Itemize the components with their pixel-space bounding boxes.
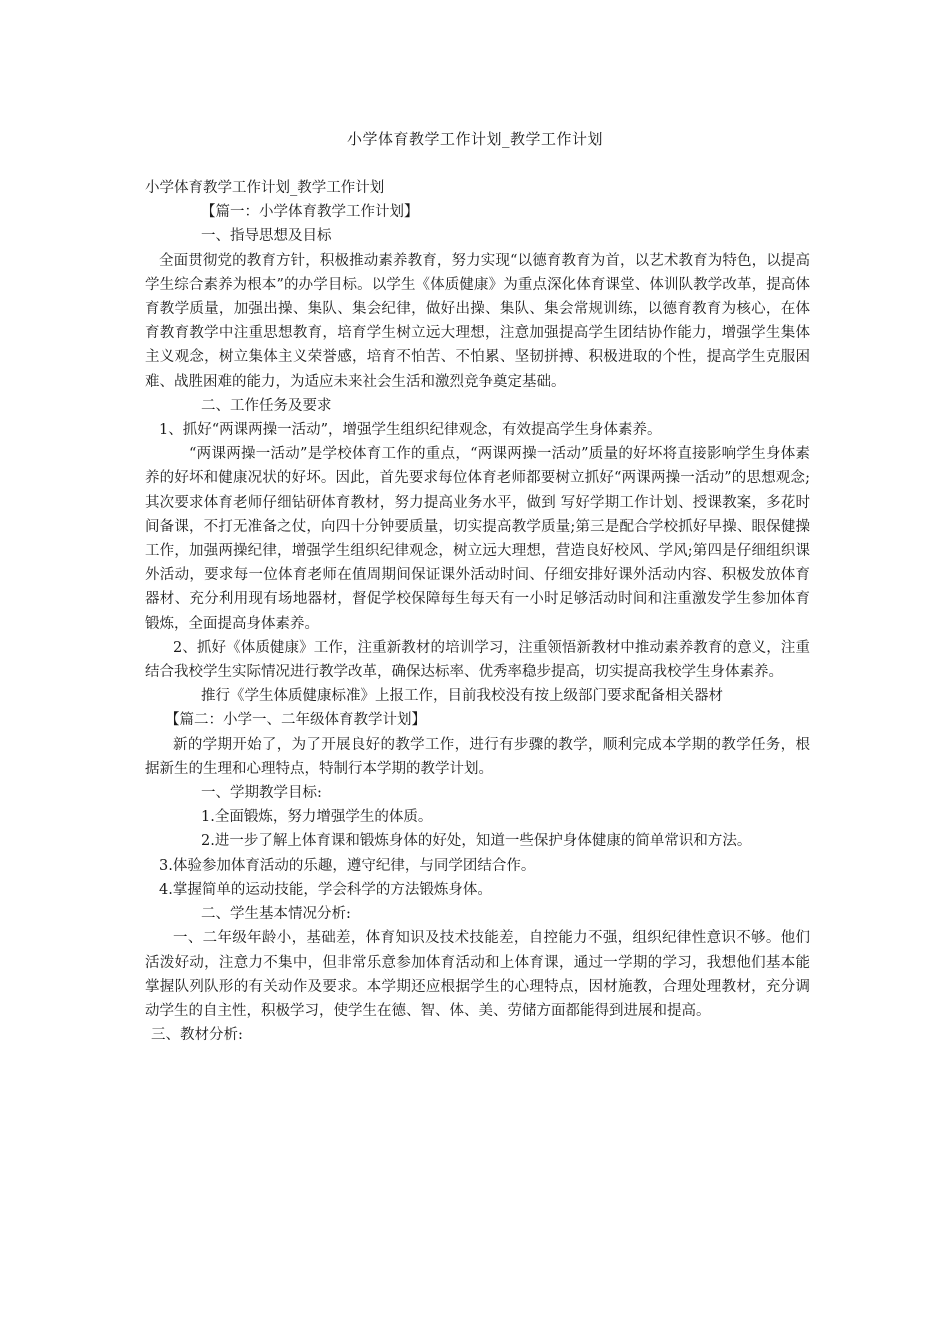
paragraph: 二、学生基本情况分析: xyxy=(201,906,351,923)
paragraph: 一、二年级年龄小，基础差，体育知识及技术技能差，自控能力不强，组织纪律性意识不够。他们活泼好动，注意力不集中，但非常乐意参加体育活动和上体育课，通过一学期的学习，我想他们基本能掌握队列队形的有关动作及要求。本学期还应根据学生的心理特点，因材施教，合理处理教材，充分调动学生的自主性，积极学习，使学生在德、智、体、美、劳储方面都能得到进展和提高。 xyxy=(145,930,810,1019)
paragraph: 3.体验参加体育活动的乐趣，遵守纪律，与同学团结合作。 xyxy=(159,857,536,874)
paragraph: 全面贯彻党的教育方针，积极推动素养教育，努力实现“以德育教育为首，以艺术教育为特色，以提高学生综合素养为根本”的办学目标。以学生《体质健康》为重点深化体育课堂、体训队教学改革，提高体育教学质量，加强出操、集队、集会纪律，做好出操、集队、集会常规训练，以德育教育为核心，在体育教育教学中注重思想教育，培育学生树立远大理想，注意加强提高学生团结协作能力，增强学生集体主义观念，树立集体主义荣誉感，培育不怕苦、不怕累、坚韧拼搏、积极进取的个性，提高学生克服困难、战胜困难的能力，为适应未来社会生活和激烈竞争奠定基础。 xyxy=(145,252,810,390)
paragraph: 1、抓好“两课两操一活动”，增强学生组织纪律观念，有效提高学生身体素养。 xyxy=(159,422,662,439)
paragraph: 1.全面锻炼，努力增强学生的体质。 xyxy=(201,809,433,826)
paragraph: 2.进一步了解上体育课和锻炼身体的好处，知道一些保护身体健康的简单常识和方法。 xyxy=(201,833,752,850)
paragraph: 一、指导思想及目标 xyxy=(201,228,332,245)
paragraph: 【篇二：小学一、二年级体育教学计划】 xyxy=(165,712,426,729)
paragraph: 三、教材分析: xyxy=(151,1027,243,1044)
paragraph: 新的学期开始了，为了开展良好的教学工作，进行有步骤的教学，顺利完成本学期的教学任务，根据新生的生理和心理特点，特制行本学期的教学计划。 xyxy=(145,736,810,777)
document-title: 小学体育教学工作计划_教学工作计划 xyxy=(346,130,603,148)
document-body xyxy=(145,176,810,1047)
paragraph: 二、工作任务及要求 xyxy=(201,397,332,414)
paragraph: 4.掌握简单的运动技能，学会科学的方法锻炼身体。 xyxy=(159,881,492,898)
paragraph: 小学体育教学工作计划_教学工作计划 xyxy=(145,180,385,196)
paragraph: “两课两操一活动”是学校体育工作的重点，“两课两操一活动”质量的好坏将直接影响学生身体素养的好坏和健康况状的好坏。因此，首先要求每位体育老师都要树立抓好“两课两操一活动”的思想观念;其次要求体育老师仔细钻研体育教材，努力提高业务水平，做到 写好学期工作计划、授课教案，多花时间备课，不打无准备之仗，向四十分钟要质量，切实提高教学质量;第三是配合学校抓好早操、眼保健操工作，加强两操纪律，增强学生组织纪律观念，树立远大理想，营造良好校风、学风;第四是仔细组织课外活动，要求每一位体育老师在值周期间保证课外活动时间、仔细安排好课外活动内容、积极发放体育器材、充分利用现有场地器材，督促学校保障每生每天有一小时足够活动时间和注重激发学生参加体育锻炼，全面提高身体素养。 xyxy=(145,446,810,632)
paragraph: 推行《学生体质健康标准》上报工作，目前我校没有按上级部门要求配备相关器材 xyxy=(201,688,723,705)
paragraph: 一、学期教学目标: xyxy=(201,785,322,802)
paragraph: 2、抓好《体质健康》工作，注重新教材的培训学习，注重领悟新教材中推动素养教育的意义，注重结合我校学生实际情况进行教学改革，确保达标率、优秀率稳步提高，切实提高我校学生身体素养。 xyxy=(145,639,810,681)
paragraph: 【篇一：小学体育教学工作计划】 xyxy=(201,204,419,221)
